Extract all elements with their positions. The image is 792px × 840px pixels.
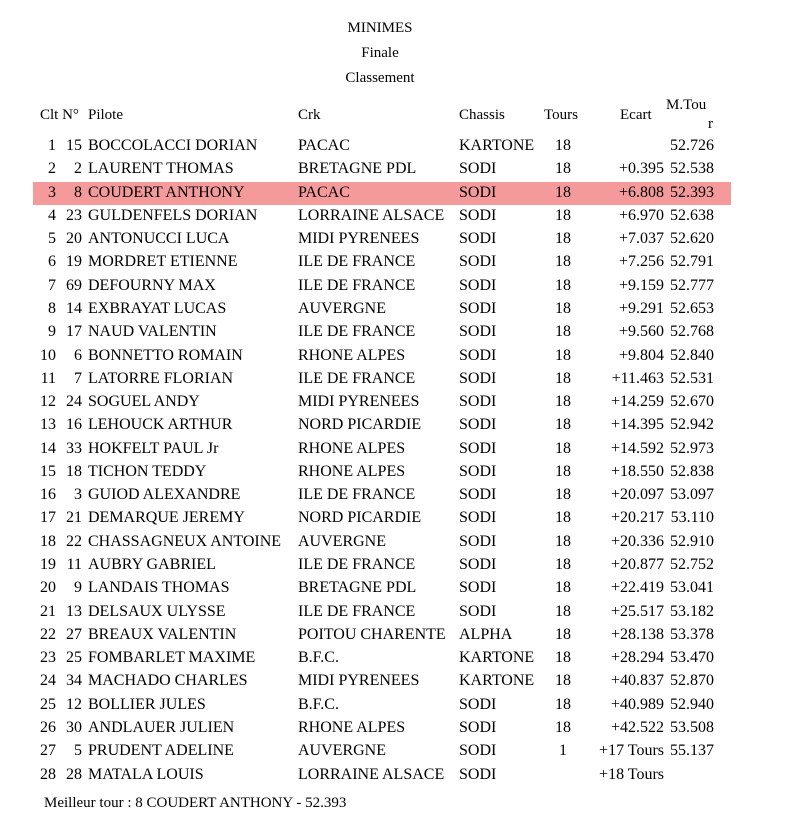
cell-clt: 22 [40,625,56,643]
cell-mtour: 52.653 [670,299,714,317]
cell-crk: ILE DE FRANCE [298,276,416,294]
table-row [0,578,792,601]
cell-chassis: SODI [459,160,497,178]
cell-pilote: SOGUEL ANDY [88,393,200,411]
cell-ecart: +9.804 [618,346,664,364]
table-row [0,462,792,485]
cell-crk: NORD PICARDIE [298,509,422,527]
cell-mtour: 53.110 [670,509,714,527]
cell-no: 6 [74,346,82,364]
cell-mtour: 52.777 [670,276,714,294]
cell-pilote: DEFOURNY MAX [88,276,216,294]
cell-crk: MIDI PYRENEES [298,230,420,248]
cell-clt: 19 [40,556,56,574]
cell-ecart: +9.291 [618,299,664,317]
cell-clt: 4 [48,206,56,224]
col-mtour: M.Tou [666,97,707,113]
cell-crk: AUVERGNE [298,742,386,760]
cell-tours: 18 [555,509,571,527]
cell-pilote: AUBRY GABRIEL [88,556,216,574]
cell-crk: RHONE ALPES [298,462,406,480]
cell-tours: 18 [555,462,571,480]
cell-mtour: 52.670 [670,393,714,411]
cell-mtour: 53.097 [670,486,714,504]
cell-chassis: SODI [459,276,497,294]
cell-ecart: +42.522 [610,719,664,736]
cell-mtour: 55.137 [670,742,714,760]
cell-chassis: SODI [459,602,497,620]
cell-ecart: +7.256 [618,253,664,271]
cell-no: 34 [66,672,82,690]
cell-chassis: SODI [459,486,497,504]
cell-chassis: SODI [459,695,497,713]
cell-chassis: SODI [459,323,497,341]
cell-mtour: 52.726 [670,137,714,154]
cell-chassis: SODI [459,299,497,317]
cell-clt: 16 [40,486,56,504]
cell-no: 20 [66,230,82,248]
cell-pilote: LANDAIS THOMAS [88,579,230,597]
cell-no: 12 [66,695,82,713]
cell-tours: 18 [555,160,571,178]
cell-tours: 18 [555,486,571,504]
cell-ecart: +17 Tours [599,742,664,760]
cell-pilote: LEHOUCK ARTHUR [88,416,233,434]
cell-ecart: +20.877 [610,556,664,574]
cell-tours: 18 [555,253,571,271]
cell-clt: 27 [40,742,56,760]
cell-chassis: SODI [459,183,497,201]
cell-crk: PACAC [298,183,350,201]
cell-ecart: +7.037 [618,230,664,248]
table-row [0,346,792,369]
cell-tours: 18 [555,183,571,201]
cell-tours: 18 [555,276,571,294]
cell-pilote: TICHON TEDDY [88,462,207,480]
cell-chassis: SODI [459,393,497,411]
cell-no: 25 [66,649,82,667]
cell-ecart: +20.336 [610,532,664,550]
cell-crk: ILE DE FRANCE [298,323,416,341]
cell-chassis: SODI [459,230,497,248]
col-crk: Crk [298,107,321,123]
table-row [0,299,792,322]
cell-pilote: MACHADO CHARLES [88,672,248,690]
cell-clt: 21 [40,602,56,620]
cell-tours: 18 [555,137,571,154]
cell-pilote: LATORRE FLORIAN [88,369,234,387]
cell-mtour: 52.531 [670,369,714,387]
cell-pilote: MATALA LOUIS [88,765,204,783]
table-row [0,369,792,392]
cell-chassis: SODI [459,532,497,550]
table-row [0,765,792,788]
cell-no: 5 [74,742,82,760]
cell-crk: MIDI PYRENEES [298,672,420,690]
cell-tours: 18 [555,649,571,667]
table-row [0,206,792,229]
cell-tours: 18 [555,672,571,690]
cell-clt: 23 [40,649,56,667]
cell-pilote: BOCCOLACCI DORIAN [88,137,258,154]
cell-ecart: +0.395 [618,160,664,178]
cell-crk: B.F.C. [298,695,339,713]
cell-clt: 9 [48,323,56,341]
title-classement: Classement [345,70,415,86]
cell-ecart: +20.217 [610,509,664,527]
cell-clt: 18 [40,532,56,550]
cell-chassis: SODI [459,509,497,527]
cell-tours: 18 [555,579,571,597]
cell-pilote: CHASSAGNEUX ANTOINE [88,532,282,550]
cell-crk: NORD PICARDIE [298,416,422,434]
cell-crk: POITOU CHARENTE [298,625,446,643]
cell-chassis: SODI [459,579,497,597]
cell-chassis: SODI [459,369,497,387]
cell-crk: ILE DE FRANCE [298,602,416,620]
cell-clt: 5 [48,230,56,248]
cell-mtour: 52.620 [670,230,714,248]
cell-tours: 18 [555,416,571,434]
cell-pilote: DELSAUX ULYSSE [88,602,226,620]
cell-mtour: 52.768 [670,323,714,341]
table-row [0,602,792,625]
cell-tours: 18 [555,695,571,713]
cell-crk: RHONE ALPES [298,346,406,364]
cell-crk: B.F.C. [298,649,339,667]
cell-crk: BRETAGNE PDL [298,160,417,178]
col-clt-no: Clt N° [40,107,79,123]
cell-mtour: 52.910 [670,532,714,550]
cell-no: 28 [66,765,82,783]
cell-crk: LORRAINE ALSACE [298,206,445,224]
cell-no: 3 [74,486,82,504]
cell-crk: ILE DE FRANCE [298,369,416,387]
table-row [0,671,792,694]
cell-pilote: COUDERT ANTHONY [88,183,245,201]
cell-crk: LORRAINE ALSACE [298,765,445,783]
cell-crk: ILE DE FRANCE [298,556,416,574]
table-row [0,322,792,345]
cell-mtour: 52.638 [670,206,714,224]
cell-clt: 17 [40,509,56,527]
cell-no: 13 [66,602,82,620]
cell-no: 18 [66,462,82,480]
cell-mtour: 52.973 [670,439,714,457]
col-mtour-wrap: r [708,116,713,132]
table-row [0,695,792,718]
table-row [0,718,792,741]
cell-clt: 3 [48,183,56,201]
cell-no: 11 [66,556,82,574]
cell-ecart: +40.989 [610,695,664,713]
cell-ecart: +40.837 [610,672,664,690]
cell-mtour: 52.393 [670,183,714,201]
col-tours: Tours [544,107,578,123]
cell-crk: AUVERGNE [298,299,386,317]
cell-clt: 25 [40,695,56,713]
cell-tours: 18 [555,532,571,550]
cell-mtour: 52.870 [670,672,714,690]
cell-ecart: +9.560 [618,323,664,341]
cell-pilote: BONNETTO ROMAIN [88,346,243,364]
cell-pilote: GUIOD ALEXANDRE [88,486,241,504]
cell-no: 17 [66,323,82,341]
cell-no: 27 [66,625,82,643]
cell-mtour: 52.752 [670,556,714,574]
cell-crk: ILE DE FRANCE [298,486,416,504]
cell-pilote: ANDLAUER JULIEN [88,719,235,736]
cell-tours: 18 [555,602,571,620]
cell-ecart: +9.159 [618,276,664,294]
cell-no: 30 [66,719,82,736]
cell-tours: 18 [555,439,571,457]
cell-pilote: LAURENT THOMAS [88,160,234,178]
cell-ecart: +11.463 [611,369,664,387]
cell-tours: 1 [559,742,567,760]
cell-clt: 14 [40,439,56,457]
cell-clt: 8 [48,299,56,317]
cell-clt: 20 [40,579,56,597]
cell-no: 24 [66,393,82,411]
cell-pilote: DEMARQUE JEREMY [88,509,245,527]
cell-ecart: +14.259 [610,393,664,411]
cell-no: 21 [66,509,82,527]
cell-mtour: 52.940 [670,695,714,713]
cell-clt: 24 [40,672,56,690]
cell-crk: MIDI PYRENEES [298,393,420,411]
cell-pilote: BREAUX VALENTIN [88,625,237,643]
cell-tours: 18 [555,369,571,387]
cell-mtour: 52.840 [670,346,714,364]
cell-chassis: SODI [459,253,497,271]
table-row [0,159,792,182]
cell-ecart: +28.138 [610,625,664,643]
cell-tours: 18 [555,299,571,317]
cell-ecart: +22.419 [610,579,664,597]
cell-tours: 18 [555,323,571,341]
cell-clt: 6 [48,253,56,271]
title-category: MINIMES [347,20,413,36]
cell-no: 8 [74,183,82,201]
cell-clt: 11 [40,369,56,387]
cell-ecart: +20.097 [610,486,664,504]
cell-no: 33 [66,439,82,457]
cell-chassis: SODI [459,765,497,783]
cell-pilote: FOMBARLET MAXIME [88,649,256,667]
cell-crk: BRETAGNE PDL [298,579,417,597]
cell-ecart: +28.294 [610,649,664,667]
best-lap-footer: Meilleur tour : 8 COUDERT ANTHONY - 52.393 [44,795,347,811]
cell-crk: RHONE ALPES [298,439,406,457]
cell-chassis: ALPHA [459,625,513,643]
cell-tours: 18 [555,556,571,574]
cell-pilote: MORDRET ETIENNE [88,253,238,271]
cell-chassis: SODI [459,346,497,364]
col-chassis: Chassis [459,107,505,123]
cell-no: 69 [66,276,82,294]
cell-clt: 10 [40,346,56,364]
cell-ecart: +25.517 [610,602,664,620]
cell-pilote: HOKFELT PAUL Jr [88,439,219,457]
cell-chassis: SODI [459,462,497,480]
cell-clt: 1 [48,137,56,154]
table-row [0,136,792,159]
cell-clt: 28 [40,765,56,783]
cell-no: 9 [74,579,82,597]
cell-mtour: 53.470 [670,649,714,667]
cell-tours: 18 [555,346,571,364]
table-row [0,625,792,648]
cell-pilote: NAUD VALENTIN [88,323,217,341]
cell-chassis: SODI [459,556,497,574]
cell-tours: 18 [555,230,571,248]
col-ecart: Ecart [620,107,652,123]
table-row [0,276,792,299]
cell-no: 23 [66,206,82,224]
cell-chassis: SODI [459,742,497,760]
cell-mtour: 52.791 [670,253,714,271]
cell-no: 7 [74,369,82,387]
cell-pilote: EXBRAYAT LUCAS [88,299,227,317]
cell-no: 16 [66,416,82,434]
cell-crk: PACAC [298,137,350,154]
cell-ecart: +14.592 [610,439,664,457]
cell-chassis: SODI [459,416,497,434]
cell-clt: 2 [48,160,56,178]
cell-crk: ILE DE FRANCE [298,253,416,271]
cell-clt: 12 [40,393,56,411]
cell-chassis: KARTONE [459,672,535,690]
cell-chassis: SODI [459,439,497,457]
cell-no: 19 [66,253,82,271]
cell-chassis: SODI [459,206,497,224]
col-pilote: Pilote [88,107,124,123]
cell-ecart: +6.808 [618,183,664,201]
cell-ecart: +14.395 [610,416,664,434]
cell-mtour: 53.378 [670,625,714,643]
table-row [0,415,792,438]
table-row [0,252,792,275]
table-row [0,485,792,508]
cell-no: 14 [66,299,82,317]
cell-no: 2 [74,160,82,178]
cell-mtour: 52.942 [670,416,714,434]
cell-chassis: KARTONE [459,649,535,667]
cell-tours: 18 [555,393,571,411]
cell-mtour: 52.838 [670,462,714,480]
cell-ecart: +6.970 [618,206,664,224]
table-row [0,229,792,252]
table-row [0,439,792,462]
cell-clt: 15 [40,462,56,480]
cell-tours: 18 [555,719,571,736]
cell-pilote: PRUDENT ADELINE [88,742,234,760]
table-row [0,532,792,555]
cell-pilote: ANTONUCCI LUCA [88,230,230,248]
cell-chassis: SODI [459,719,497,736]
cell-clt: 26 [40,719,56,736]
cell-pilote: GULDENFELS DORIAN [88,206,258,224]
cell-no: 15 [66,137,82,154]
table-row [0,508,792,531]
cell-tours: 18 [555,206,571,224]
table-row [0,183,792,206]
cell-ecart: +18.550 [610,462,664,480]
title-session: Finale [361,45,399,61]
table-row [0,555,792,578]
table-row [0,392,792,415]
cell-tours: 18 [555,625,571,643]
cell-clt: 7 [48,276,56,294]
cell-mtour: 53.508 [670,719,714,736]
cell-pilote: BOLLIER JULES [88,695,206,713]
table-row [0,648,792,671]
cell-no: 22 [66,532,82,550]
cell-mtour: 53.182 [670,602,714,620]
table-row [0,741,792,764]
cell-clt: 13 [40,416,56,434]
cell-crk: RHONE ALPES [298,719,406,736]
cell-ecart: +18 Tours [599,765,664,783]
cell-mtour: 53.041 [670,579,714,597]
cell-mtour: 52.538 [670,160,714,178]
cell-chassis: KARTONE [459,137,535,154]
cell-crk: AUVERGNE [298,532,386,550]
